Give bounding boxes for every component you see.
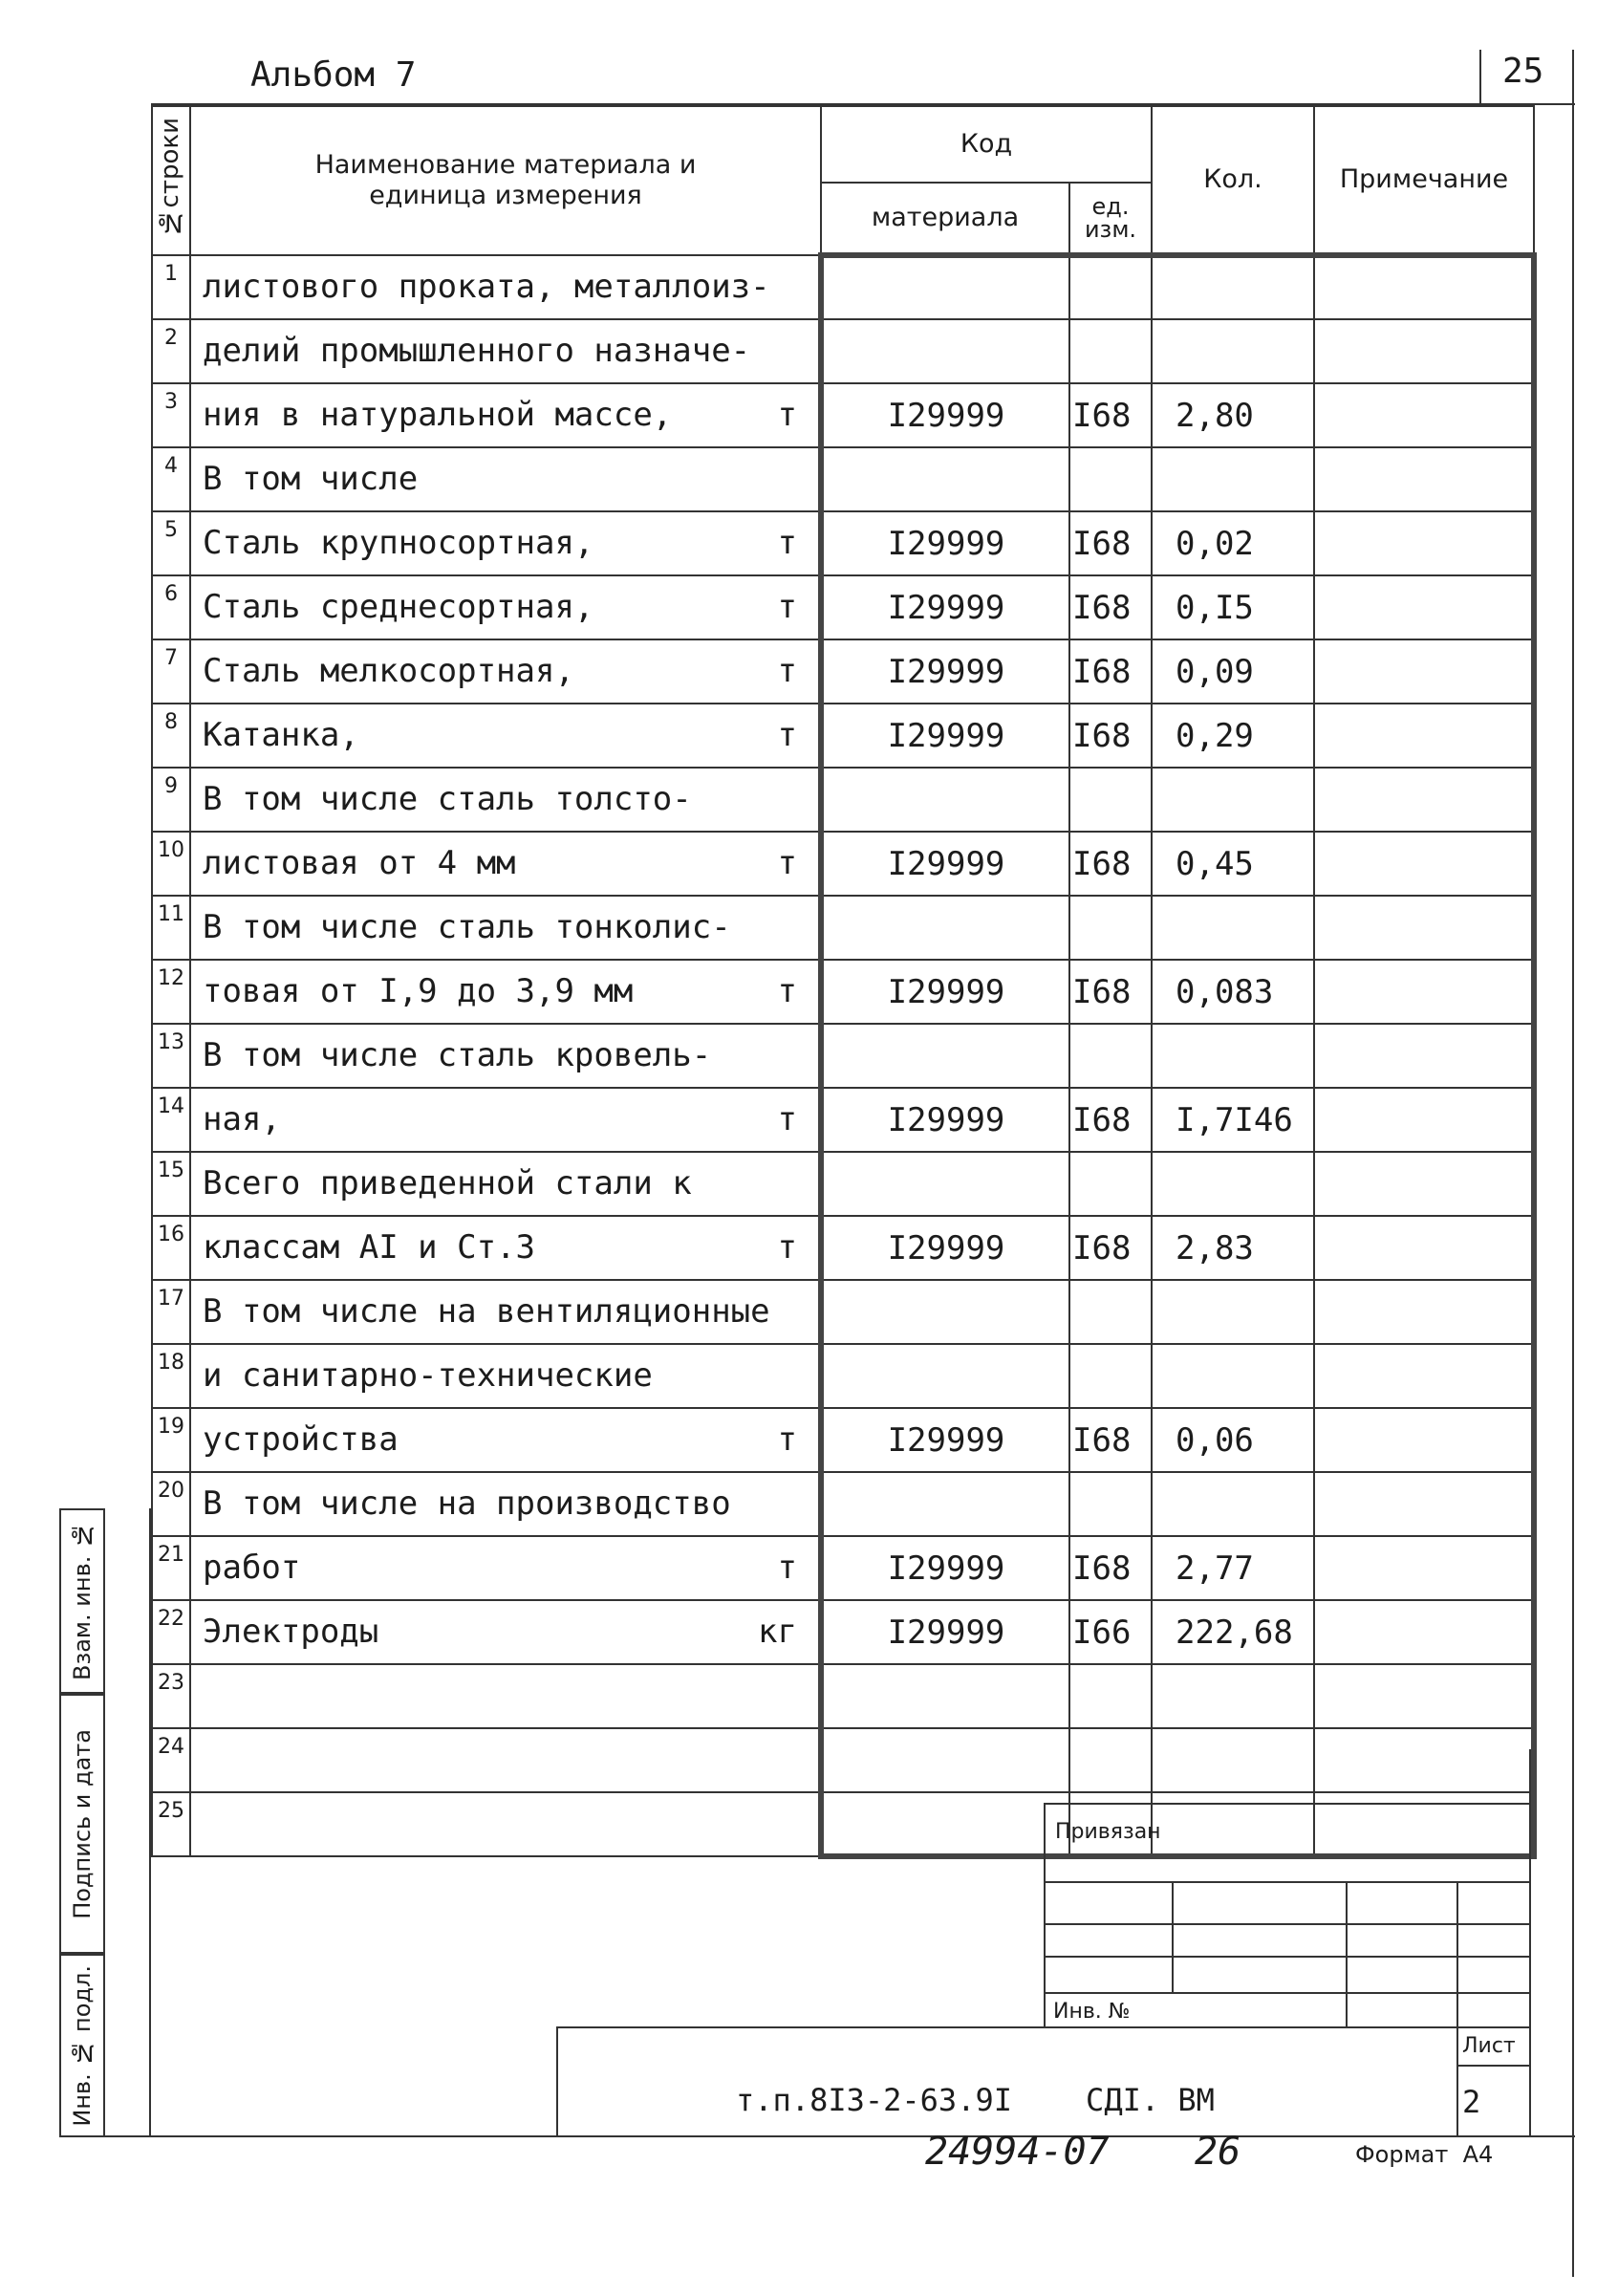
title-block-left bbox=[556, 2026, 558, 2137]
code-unit-header: ед. изм. bbox=[1069, 183, 1152, 255]
material-code: I29999 bbox=[821, 704, 1069, 768]
unit-code bbox=[1069, 1152, 1152, 1216]
material-unit: т bbox=[777, 588, 797, 626]
material-name bbox=[190, 1472, 821, 1536]
note bbox=[1314, 255, 1534, 319]
row-number: 24 bbox=[152, 1728, 190, 1792]
paper-format: Формат А4 bbox=[1355, 2141, 1494, 2168]
table-row bbox=[152, 704, 1534, 768]
material-code bbox=[821, 896, 1069, 960]
material-code: I29999 bbox=[821, 1088, 1069, 1152]
table-row bbox=[152, 1472, 1534, 1536]
material-name bbox=[190, 383, 821, 447]
material-name bbox=[190, 1728, 821, 1792]
table-row bbox=[152, 768, 1534, 832]
material-name bbox=[190, 1536, 821, 1600]
quantity: 0,09 bbox=[1152, 639, 1314, 704]
note bbox=[1314, 319, 1534, 383]
row-number: 6 bbox=[152, 575, 190, 639]
sheet-number: 2 bbox=[1462, 2084, 1481, 2120]
material-code bbox=[821, 1280, 1069, 1344]
note bbox=[1314, 768, 1534, 832]
frame-right bbox=[1572, 50, 1574, 2277]
table-row bbox=[152, 447, 1534, 511]
row-number: 10 bbox=[152, 832, 190, 896]
inv-podl-box: Инв. № подл. bbox=[59, 1954, 105, 2137]
table-row bbox=[152, 575, 1534, 639]
page-number: 25 bbox=[1502, 52, 1544, 91]
frame-bottom bbox=[59, 2135, 1575, 2137]
table-row bbox=[152, 1728, 1534, 1792]
material-name-text: делий промышленного назначе- bbox=[203, 332, 751, 370]
unit-code: I68 bbox=[1069, 704, 1152, 768]
row-number: 5 bbox=[152, 511, 190, 575]
material-unit: т bbox=[777, 396, 797, 434]
signature-date-box: Подпись и дата bbox=[59, 1694, 105, 1954]
row-number: 23 bbox=[152, 1664, 190, 1728]
material-name-text: Катанка, bbox=[203, 716, 359, 754]
table-row bbox=[152, 1536, 1534, 1600]
quantity: 222,68 bbox=[1152, 1600, 1314, 1664]
row-number: 9 bbox=[152, 768, 190, 832]
privyazan-col-2 bbox=[1346, 1881, 1348, 2026]
material-unit: т bbox=[777, 1100, 797, 1138]
table-row bbox=[152, 1024, 1534, 1088]
material-name-text: Сталь мелкосортная, bbox=[203, 652, 574, 690]
material-name-text: листовая от 4 мм bbox=[203, 844, 516, 882]
inv-no-label: Инв. № bbox=[1053, 2000, 1131, 2024]
note bbox=[1314, 960, 1534, 1024]
name-header: Наименование материала и единица измерения bbox=[190, 106, 821, 255]
row-number: 20 bbox=[152, 1472, 190, 1536]
quantity: I,7I46 bbox=[1152, 1088, 1314, 1152]
unit-code: I68 bbox=[1069, 1408, 1152, 1472]
privyazan-col-3 bbox=[1456, 1881, 1458, 2137]
material-unit: т bbox=[777, 1420, 797, 1459]
row-number: 7 bbox=[152, 639, 190, 704]
unit-code: I66 bbox=[1069, 1600, 1152, 1664]
material-unit: кг bbox=[758, 1613, 797, 1651]
material-unit: т bbox=[777, 1549, 797, 1587]
material-name bbox=[190, 1664, 821, 1728]
unit-code: I68 bbox=[1069, 1216, 1152, 1280]
privyazan-top bbox=[1044, 1803, 1531, 1805]
table-row bbox=[152, 1600, 1534, 1664]
material-name-text: Сталь крупносортная, bbox=[203, 524, 594, 562]
quantity bbox=[1152, 896, 1314, 960]
row-number: 21 bbox=[152, 1536, 190, 1600]
material-code: I29999 bbox=[821, 1216, 1069, 1280]
material-code: I29999 bbox=[821, 511, 1069, 575]
quantity bbox=[1152, 1664, 1314, 1728]
note bbox=[1314, 639, 1534, 704]
unit-code: I68 bbox=[1069, 1088, 1152, 1152]
row-number: 8 bbox=[152, 704, 190, 768]
handwritten-number: 24994-07 bbox=[925, 2130, 1110, 2174]
material-name bbox=[190, 1344, 821, 1408]
unit-code bbox=[1069, 1344, 1152, 1408]
material-unit: т bbox=[777, 1228, 797, 1267]
unit-code bbox=[1069, 896, 1152, 960]
material-name bbox=[190, 319, 821, 383]
material-code: I29999 bbox=[821, 383, 1069, 447]
material-unit: т bbox=[777, 652, 797, 690]
note bbox=[1314, 704, 1534, 768]
table-row bbox=[152, 1408, 1534, 1472]
row-number: 15 bbox=[152, 1152, 190, 1216]
material-code: I29999 bbox=[821, 832, 1069, 896]
material-unit: т bbox=[777, 972, 797, 1010]
note bbox=[1314, 383, 1534, 447]
material-name bbox=[190, 639, 821, 704]
unit-code: I68 bbox=[1069, 832, 1152, 896]
material-code bbox=[821, 255, 1069, 319]
row-number: 13 bbox=[152, 1024, 190, 1088]
table-row bbox=[152, 383, 1534, 447]
unit-code bbox=[1069, 1280, 1152, 1344]
note bbox=[1314, 1600, 1534, 1664]
material-name-text: В том числе на производство bbox=[203, 1484, 731, 1523]
row-number: 16 bbox=[152, 1216, 190, 1280]
unit-code: I68 bbox=[1069, 575, 1152, 639]
handwritten-page: 26 bbox=[1195, 2130, 1241, 2174]
material-code bbox=[821, 319, 1069, 383]
table-row bbox=[152, 511, 1534, 575]
material-code bbox=[821, 1664, 1069, 1728]
materials-table bbox=[151, 105, 1537, 1859]
note bbox=[1314, 1216, 1534, 1280]
quantity bbox=[1152, 1344, 1314, 1408]
note bbox=[1314, 1408, 1534, 1472]
unit-code bbox=[1069, 1664, 1152, 1728]
note bbox=[1314, 447, 1534, 511]
material-name bbox=[190, 1216, 821, 1280]
quantity bbox=[1152, 1280, 1314, 1344]
quantity bbox=[1152, 447, 1314, 511]
material-code bbox=[821, 768, 1069, 832]
row-number: 19 bbox=[152, 1408, 190, 1472]
quantity: 0,29 bbox=[1152, 704, 1314, 768]
quantity bbox=[1152, 1024, 1314, 1088]
quantity: 0,I5 bbox=[1152, 575, 1314, 639]
table-row bbox=[152, 255, 1534, 319]
material-name bbox=[190, 960, 821, 1024]
table-row bbox=[152, 1664, 1534, 1728]
note bbox=[1314, 1152, 1534, 1216]
material-code: I29999 bbox=[821, 1536, 1069, 1600]
material-name bbox=[190, 704, 821, 768]
table-row bbox=[152, 1344, 1534, 1408]
row-number: 18 bbox=[152, 1344, 190, 1408]
material-name bbox=[190, 896, 821, 960]
material-name-text: товая от I,9 до 3,9 мм bbox=[203, 972, 634, 1010]
code-material-header: материала bbox=[821, 183, 1069, 255]
note bbox=[1314, 1728, 1534, 1792]
unit-code bbox=[1069, 319, 1152, 383]
table-row bbox=[152, 960, 1534, 1024]
unit-code: I68 bbox=[1069, 511, 1152, 575]
note bbox=[1314, 1472, 1534, 1536]
material-name bbox=[190, 1088, 821, 1152]
material-code bbox=[821, 1792, 1069, 1856]
table-row bbox=[152, 319, 1534, 383]
row-number: 2 bbox=[152, 319, 190, 383]
unit-code: I68 bbox=[1069, 383, 1152, 447]
album-label: Альбом 7 bbox=[250, 55, 417, 95]
privyazan-label: Привязан bbox=[1055, 1820, 1161, 1844]
table-row bbox=[152, 1088, 1534, 1152]
quantity bbox=[1152, 319, 1314, 383]
quantity bbox=[1152, 1728, 1314, 1792]
note-header: Примечание bbox=[1314, 106, 1534, 255]
table-row bbox=[152, 1280, 1534, 1344]
material-name-text: В том числе на вентиляционные bbox=[203, 1292, 770, 1331]
row-number: 4 bbox=[152, 447, 190, 511]
material-name-text: устройства bbox=[203, 1420, 399, 1459]
note bbox=[1314, 575, 1534, 639]
material-code bbox=[821, 1152, 1069, 1216]
unit-code: I68 bbox=[1069, 960, 1152, 1024]
note bbox=[1314, 1536, 1534, 1600]
material-name bbox=[190, 575, 821, 639]
material-name bbox=[190, 1024, 821, 1088]
table-row bbox=[152, 1216, 1534, 1280]
quantity: 2,80 bbox=[1152, 383, 1314, 447]
unit-code bbox=[1069, 1728, 1152, 1792]
quantity: 0,083 bbox=[1152, 960, 1314, 1024]
note bbox=[1314, 511, 1534, 575]
material-code bbox=[821, 447, 1069, 511]
material-unit: т bbox=[777, 716, 797, 754]
code-header: Код bbox=[821, 106, 1152, 183]
row-number: 22 bbox=[152, 1600, 190, 1664]
material-name bbox=[190, 1792, 821, 1856]
row-number: 17 bbox=[152, 1280, 190, 1344]
quantity bbox=[1152, 1472, 1314, 1536]
quantity bbox=[1152, 768, 1314, 832]
row-number: 25 bbox=[152, 1792, 190, 1856]
material-name bbox=[190, 447, 821, 511]
quantity: 0,06 bbox=[1152, 1408, 1314, 1472]
unit-code bbox=[1069, 1472, 1152, 1536]
sheet-label: Лист bbox=[1462, 2034, 1516, 2058]
material-name-text: ния в натуральной массе, bbox=[203, 396, 673, 434]
unit-code bbox=[1069, 255, 1152, 319]
table-row bbox=[152, 896, 1534, 960]
frame-right-lower bbox=[1529, 1749, 1531, 2137]
note bbox=[1314, 1024, 1534, 1088]
material-name-text: и санитарно-технические bbox=[203, 1356, 653, 1395]
material-code bbox=[821, 1728, 1069, 1792]
unit-code: I68 bbox=[1069, 639, 1152, 704]
material-code: I29999 bbox=[821, 1600, 1069, 1664]
material-code: I29999 bbox=[821, 1408, 1069, 1472]
material-name bbox=[190, 1408, 821, 1472]
row-number: 1 bbox=[152, 255, 190, 319]
row-number-header: №строки bbox=[152, 106, 190, 255]
material-unit: т bbox=[777, 524, 797, 562]
unit-code: I68 bbox=[1069, 1536, 1152, 1600]
document-designation: т.п.8I3-2-63.9I СДI. ВМ bbox=[736, 2082, 1215, 2118]
material-code: I29999 bbox=[821, 960, 1069, 1024]
unit-code bbox=[1069, 768, 1152, 832]
unit-code bbox=[1069, 447, 1152, 511]
material-name-text: листового проката, металлоиз- bbox=[203, 268, 770, 306]
row-number: 11 bbox=[152, 896, 190, 960]
note bbox=[1314, 1664, 1534, 1728]
material-name-text: классам AI и Ст.3 bbox=[203, 1228, 535, 1267]
material-name bbox=[190, 511, 821, 575]
quantity bbox=[1152, 1152, 1314, 1216]
frame-left-lower bbox=[149, 1508, 151, 2137]
frame-top-right bbox=[1479, 50, 1481, 107]
table-row bbox=[152, 832, 1534, 896]
material-code: I29999 bbox=[821, 639, 1069, 704]
qty-header: Кол. bbox=[1152, 106, 1314, 255]
material-name-text: В том числе сталь толсто- bbox=[203, 780, 692, 818]
privyazan-col-1 bbox=[1172, 1881, 1174, 1992]
note bbox=[1314, 1344, 1534, 1408]
material-code bbox=[821, 1024, 1069, 1088]
material-name bbox=[190, 1600, 821, 1664]
note bbox=[1314, 1280, 1534, 1344]
material-code: I29999 bbox=[821, 575, 1069, 639]
row-number: 12 bbox=[152, 960, 190, 1024]
material-name bbox=[190, 255, 821, 319]
row-number: 3 bbox=[152, 383, 190, 447]
table-row bbox=[152, 1152, 1534, 1216]
quantity: 2,77 bbox=[1152, 1536, 1314, 1600]
note bbox=[1314, 1088, 1534, 1152]
note bbox=[1314, 832, 1534, 896]
material-name bbox=[190, 1280, 821, 1344]
material-unit: т bbox=[777, 844, 797, 882]
unit-code bbox=[1069, 1024, 1152, 1088]
quantity: 2,83 bbox=[1152, 1216, 1314, 1280]
quantity: 0,02 bbox=[1152, 511, 1314, 575]
material-code bbox=[821, 1472, 1069, 1536]
quantity bbox=[1152, 255, 1314, 319]
note bbox=[1314, 896, 1534, 960]
material-name bbox=[190, 768, 821, 832]
list-divider bbox=[1456, 2065, 1531, 2067]
material-name bbox=[190, 832, 821, 896]
quantity: 0,45 bbox=[1152, 832, 1314, 896]
material-name-text: ная, bbox=[203, 1100, 281, 1138]
row-number: 14 bbox=[152, 1088, 190, 1152]
material-name-text: Электроды bbox=[203, 1613, 379, 1651]
table-row bbox=[152, 639, 1534, 704]
material-name-text: работ bbox=[203, 1549, 301, 1587]
material-name bbox=[190, 1152, 821, 1216]
material-name-text: В том числе сталь тонколис- bbox=[203, 908, 731, 946]
material-name-text: Всего приведенной стали к bbox=[203, 1164, 692, 1202]
material-name-text: В том числе bbox=[203, 460, 419, 498]
material-code bbox=[821, 1344, 1069, 1408]
material-name-text: В том числе сталь кровель- bbox=[203, 1036, 712, 1074]
vzam-inv-box: Взам. инв. № bbox=[59, 1508, 105, 1694]
material-name-text: Сталь среднесортная, bbox=[203, 588, 594, 626]
title-block-top bbox=[556, 2026, 1531, 2028]
